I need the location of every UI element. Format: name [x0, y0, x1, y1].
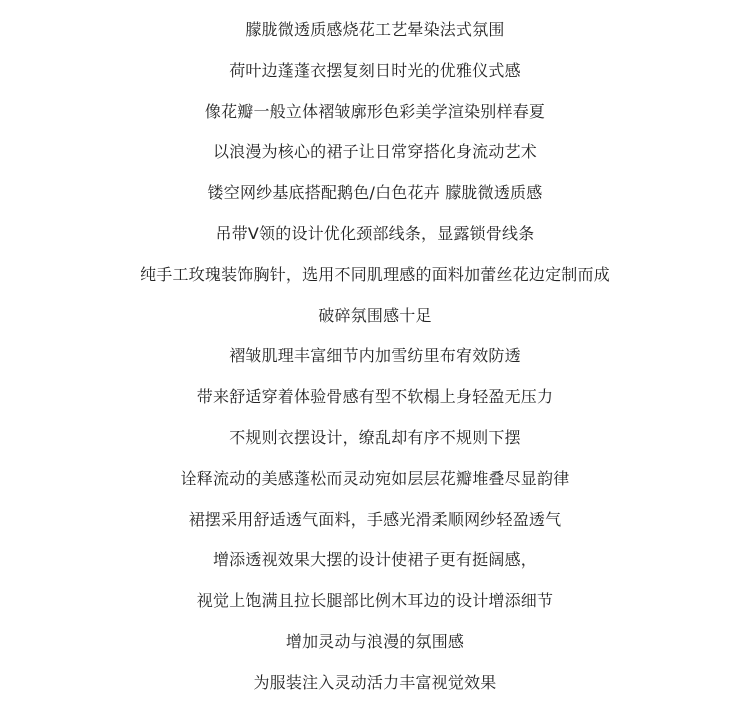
description-line: 镂空网纱基底搭配鹅色/白色花卉 朦胧微透质感	[207, 183, 543, 203]
description-line: 像花瓣一般立体褶皱廓形色彩美学渲染别样春夏	[204, 101, 546, 121]
description-line: 以浪漫为核心的裙子让日常穿搭化身流动艺术	[212, 142, 537, 162]
description-line: 裙摆采用舒适透气面料，手感光滑柔顺网纱轻盈透气	[188, 509, 562, 529]
description-line: 纯手工玫瑰装饰胸针，选用不同肌理感的面料加蕾丝花边定制而成	[140, 264, 610, 284]
description-line: 破碎氛围感十足	[318, 305, 432, 325]
description-line: 荷叶边蓬蓬衣摆复刻日时光的优雅仪式感	[229, 60, 521, 80]
description-line: 为服装注入灵动活力丰富视觉效果	[253, 672, 497, 692]
product-description	[0, 10, 750, 704]
description-line: 褶皱肌理丰富细节内加雪纺里布宥效防透	[229, 346, 521, 366]
description-line: 吊带V领的设计优化颈部线条，显露锁骨线条	[215, 223, 535, 243]
description-line: 朦胧微透质感烧花工艺晕染法式氛围	[245, 20, 505, 39]
description-line: 诠释流动的美感蓬松而灵动宛如层层花瓣堆叠尽显韵律	[180, 468, 570, 488]
description-line: 不规则衣摆设计，缭乱却有序不规则下摆	[229, 427, 521, 447]
description-line: 带来舒适穿着体验骨感有型不软榻上身轻盈无压力	[196, 387, 554, 407]
description-line: 增加灵动与浪漫的氛围感	[285, 631, 465, 651]
description-line: 增添透视效果大摆的设计使裙子更有挺阔感，	[212, 550, 537, 570]
description-line: 视觉上饱满且拉长腿部比例木耳边的设计增添细节	[196, 591, 554, 611]
